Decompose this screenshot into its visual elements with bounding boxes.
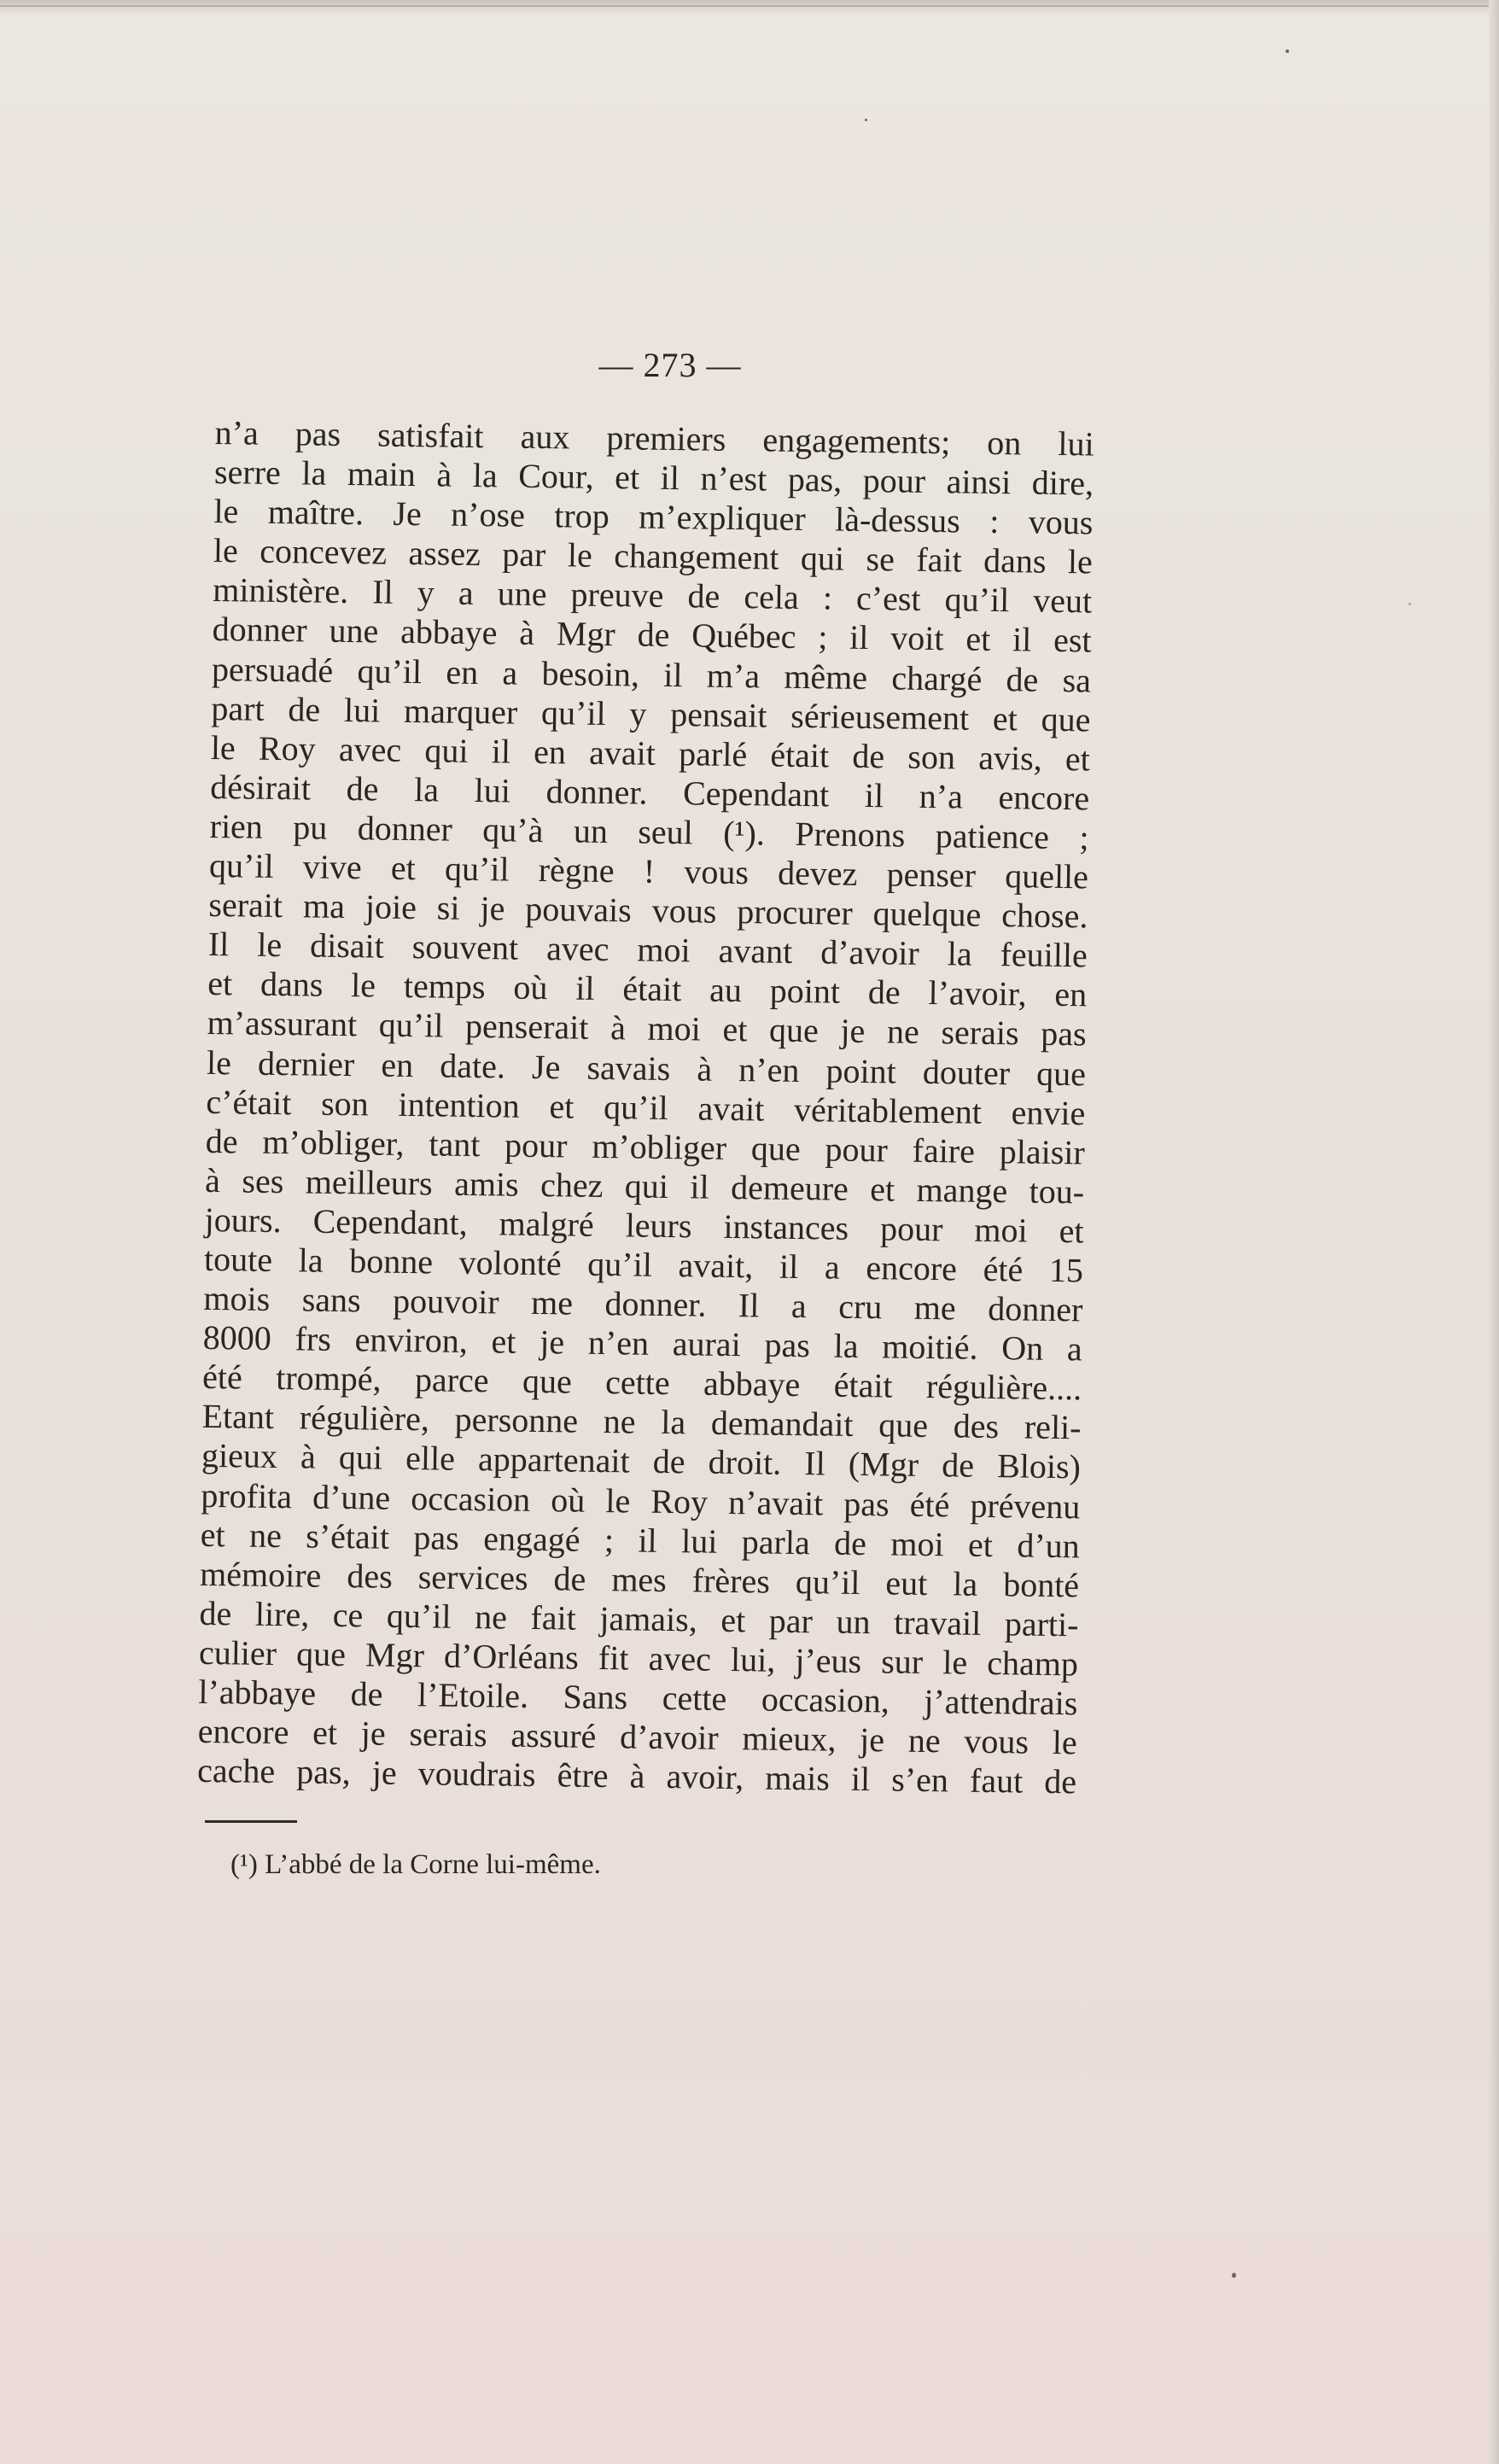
page-right-edge [1489, 0, 1499, 2464]
text-line: m’assurant qu’il penserait à moi et que je ne serais pas [207, 1003, 1087, 1054]
paper-speck [1286, 50, 1289, 53]
text-line: de lire, ce qu’il ne fait jamais, et par un travail parti- [199, 1593, 1079, 1644]
text-line: Il le disait souvent avec moi avant d’avoir la feuille [207, 925, 1088, 975]
text-line: Etant régulière, personne ne la demandait que des reli- [201, 1397, 1082, 1447]
paper-speck [1409, 603, 1411, 605]
text-line: profita d’une occasion où le Roy n’avait pas été prévenu [201, 1475, 1081, 1526]
text-line: gieux à qui elle appartenait de droit. Il (Mgr de Blois) [201, 1436, 1082, 1486]
text-line: et dans le temps où il était au point de l’avoir, en [207, 964, 1088, 1014]
text-line: cache pas, je voudrais être à avoir, mais il s’en faut de [196, 1751, 1077, 1801]
text-line: l’abbaye de l’Etoile. Sans cette occasion, j’attendrais [198, 1672, 1078, 1723]
page-number: — 273 — [598, 346, 742, 384]
text-line: désirait de la lui donner. Cependant il n’a encore [209, 767, 1090, 818]
text-line: serre la main à la Cour, et il n’est pas, pour ainsi dire, [213, 453, 1094, 503]
text-line: mémoire des services de mes frères qu’il eut la bonté [199, 1554, 1080, 1605]
footnote-rule [205, 1820, 297, 1823]
text-line: jours. Cependant, malgré leurs instances pour moi et [204, 1200, 1084, 1251]
text-line: le dernier en date. Je savais à n’en point douter que [206, 1042, 1087, 1093]
text-line: serait ma joie si je pouvais vous procurer quelque chose. [208, 885, 1088, 936]
text-line: et ne s’était pas engagé ; il lui parla de moi et d’un [200, 1515, 1081, 1565]
paper-speck [865, 119, 867, 121]
text-line: à ses meilleurs amis chez qui il demeure et mange tou- [204, 1160, 1085, 1212]
text-line: qu’il vive et qu’il règne ! vous devez penser quelle [208, 845, 1089, 896]
text-line: toute la bonne volonté qu’il avait, il a encore été 15 [203, 1239, 1084, 1290]
text-line: mois sans pouvoir me donner. Il a cru me donner [203, 1278, 1083, 1329]
text-line: le maître. Je n’ose trop m’expliquer là-dessus : vous [213, 492, 1094, 542]
body-text [197, 413, 1094, 1802]
text-line: culier que Mgr d’Orléans fit avec lui, j’eus sur le champ [198, 1632, 1079, 1684]
text-line: part de lui marquer qu’il y pensait sérieusement et que [211, 688, 1091, 739]
text-line: persuadé qu’il en a besoin, il m’a même chargé de sa [211, 649, 1092, 700]
text-line: ministère. Il y a une preuve de cela : c’est qu’il veut [212, 570, 1093, 621]
paper-speck [1232, 2273, 1236, 2278]
text-line: encore et je serais assuré d’avoir mieux, je ne vous le [197, 1711, 1078, 1762]
text-line: 8000 frs environ, et je n’en aurai pas la moitié. On a [202, 1318, 1083, 1369]
footnote: (¹) L’abbé de la Corne lui-même. [230, 1849, 601, 1880]
text-line: c’était son intention et qu’il avait véritablement envie [206, 1082, 1086, 1133]
text-line: le Roy avec qui il en avait parlé était de son avis, et [210, 727, 1091, 779]
text-line: n’a pas satisfait aux premiers engagements; on lui [214, 413, 1094, 464]
text-line: le concevez assez par le changement qui se fait dans le [213, 531, 1094, 581]
page-top-edge-line [0, 5, 1499, 7]
text-line: de m’obliger, tant pour m’obliger que pour faire plaisir [205, 1121, 1086, 1172]
text-line: été trompé, parce que cette abbaye était régulière.... [201, 1358, 1082, 1408]
text-line: donner une abbaye à Mgr de Québec ; il voit et il est [212, 610, 1092, 660]
text-line: rien pu donner qu’à un seul (¹). Prenons patience ; [209, 806, 1089, 857]
page-top-edge [0, 0, 1499, 14]
